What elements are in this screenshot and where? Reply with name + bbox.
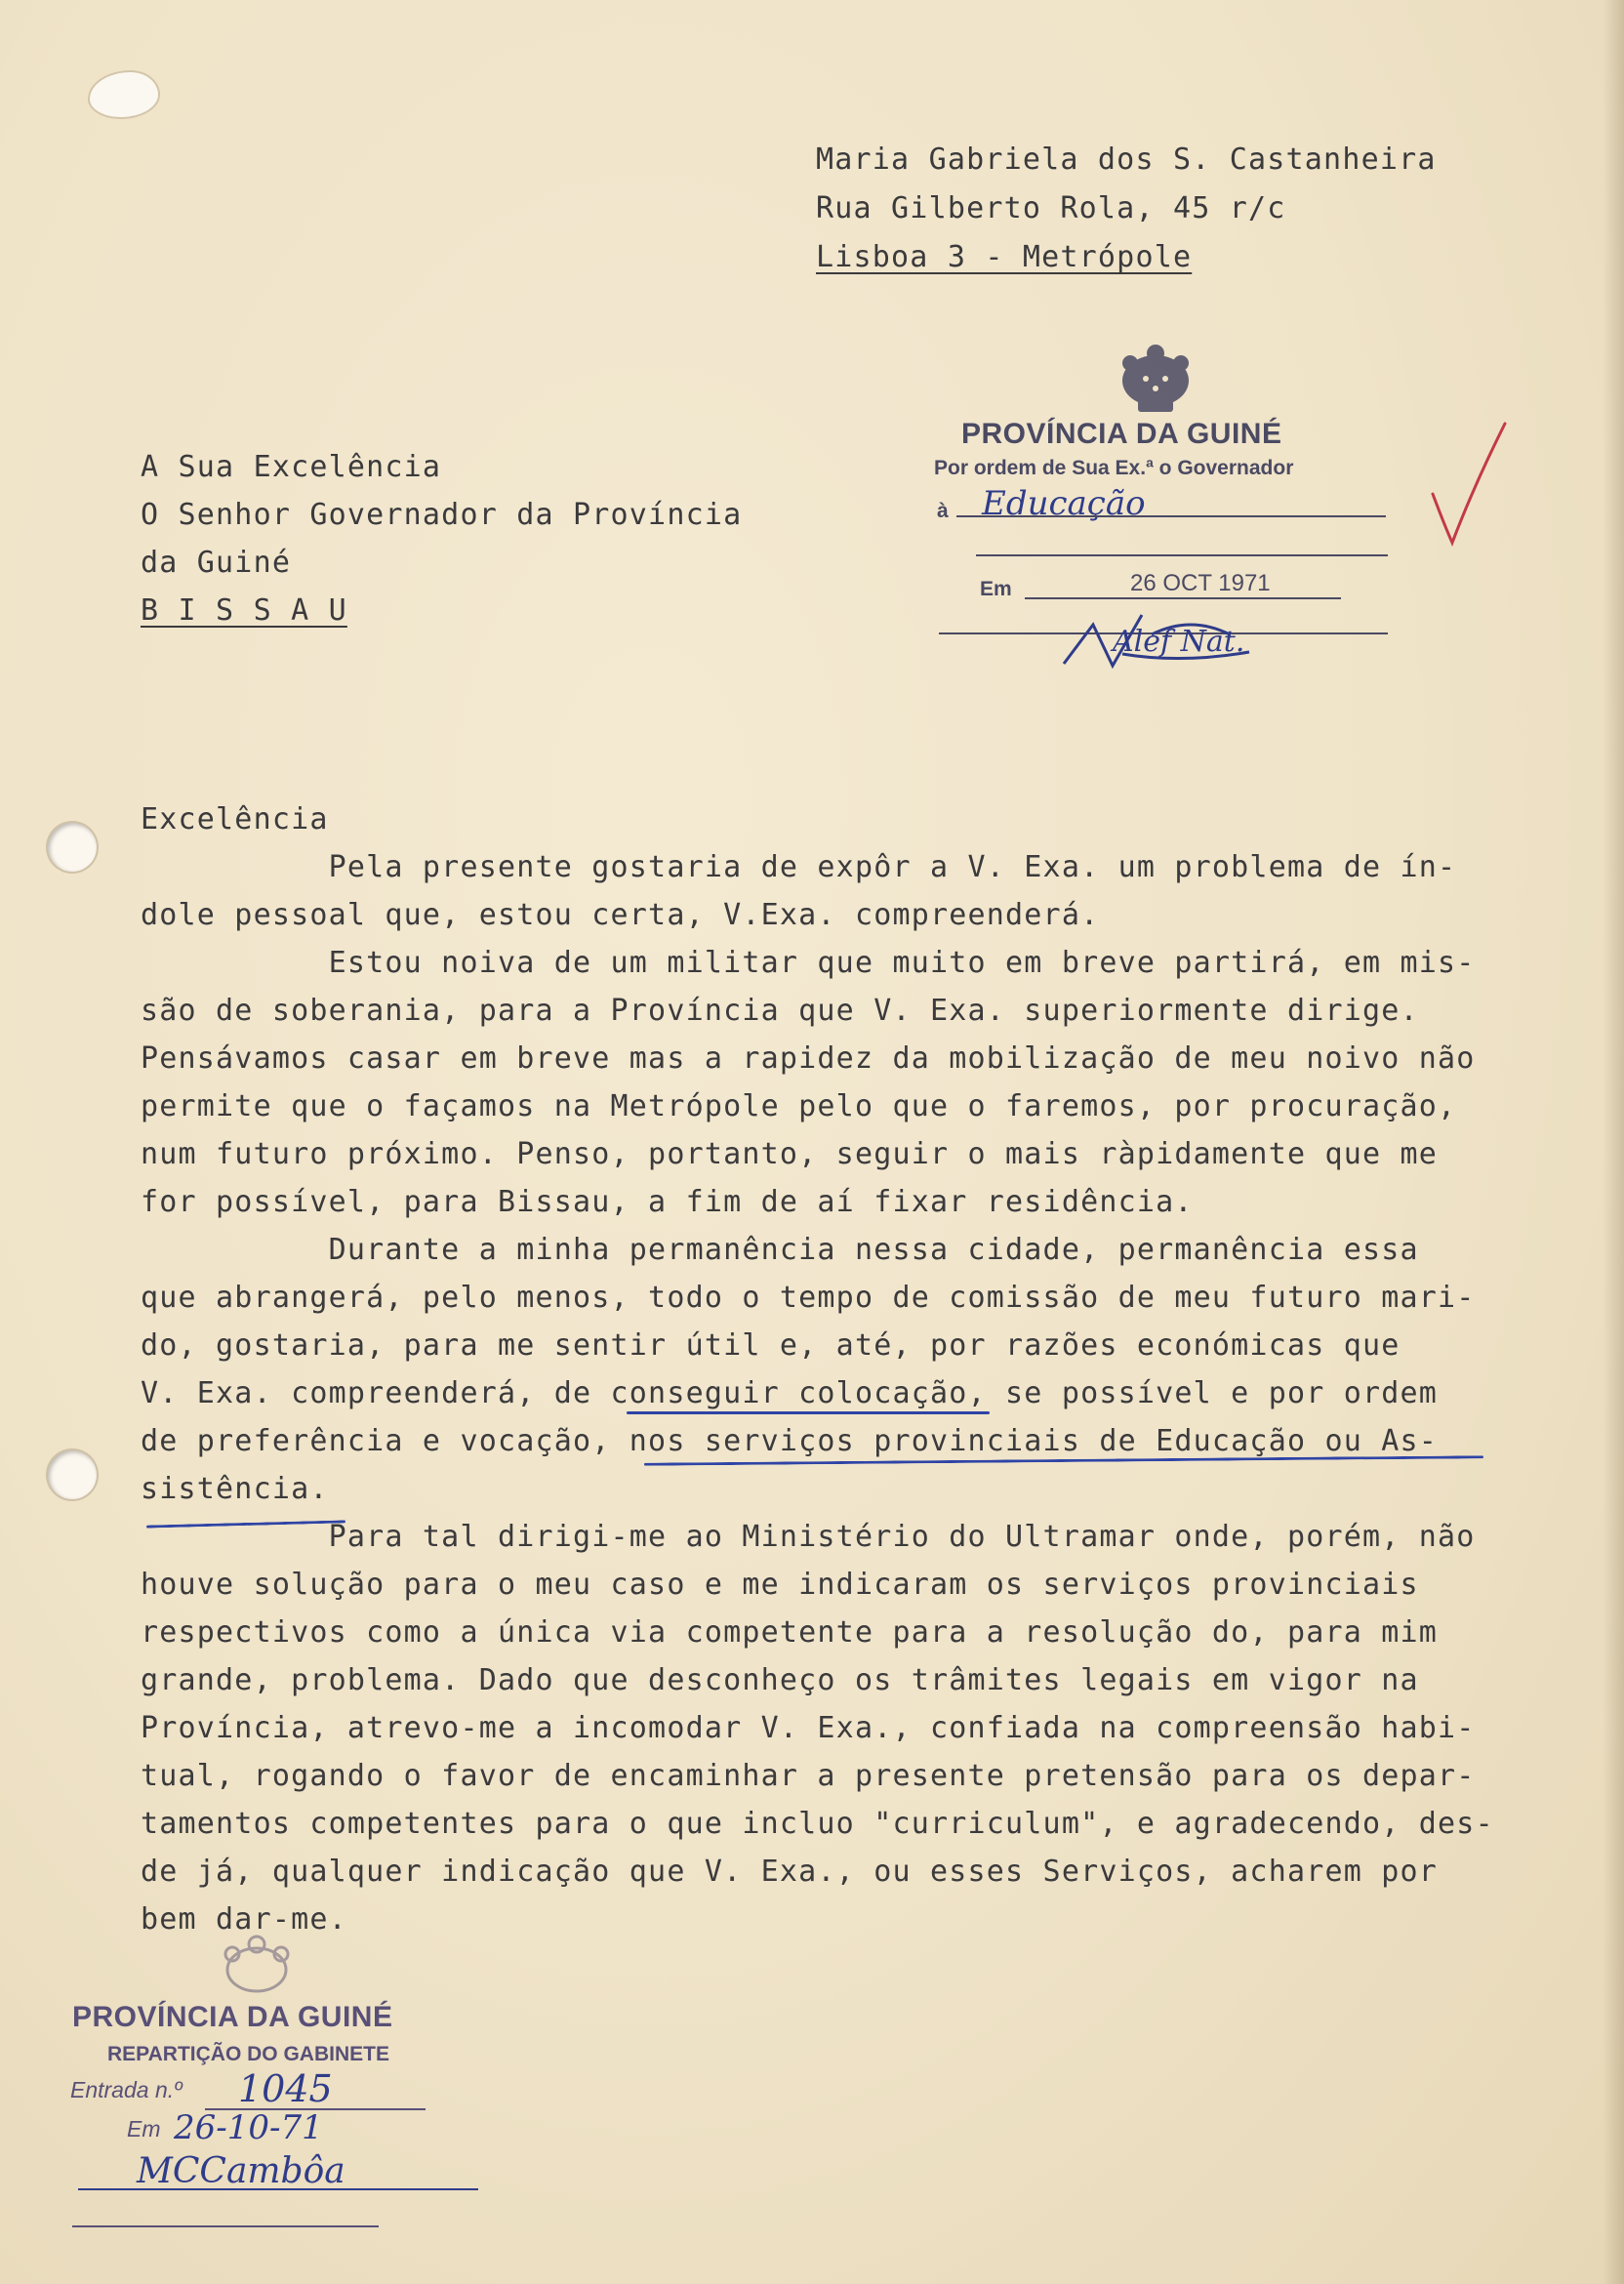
body-line-17: respectivos como a única via competente para a resolução do, para mim [141, 1615, 1439, 1650]
stamp-top-date: 26 OCT 1971 [1130, 570, 1271, 596]
body-line-15: Para tal dirigi-me ao Ministério do Ultramar onde, porém, não [141, 1520, 1476, 1554]
stamp-top-title: PROVÍNCIA DA GUINÉ [961, 418, 1282, 450]
stamp-bottom-entry-number: 1045 [238, 2067, 333, 2110]
sender-name: Maria Gabriela dos S. Castanheira [816, 143, 1437, 177]
pen-underline-colocacao [627, 1411, 990, 1414]
body-line-21: tamentos competentes para o que incluo "curriculum", e agradecendo, des- [141, 1807, 1494, 1841]
stamp-top-signature: Alef Nat. [1113, 625, 1245, 659]
body-line-18: grande, problema. Dado que desconheço os trâmites legais em vigor na [141, 1663, 1419, 1697]
stamp-bottom-line-3 [72, 2225, 379, 2227]
coat-of-arms-icon [213, 1933, 301, 2001]
body-line-14: sistência. [141, 1472, 329, 1506]
recipient-city: B I S S A U [141, 593, 347, 628]
stamp-top-signature-strokes [1054, 595, 1269, 673]
body-line-12: V. Exa. compreenderá, de conseguir colocação, se possível e por ordem [141, 1376, 1439, 1410]
stamp-top-destination: Educação [982, 484, 1146, 523]
salutation: Excelência [141, 802, 329, 836]
stamp-bottom-signature: MCCambôa [137, 2151, 345, 2191]
body-line-8: for possível, para Bissau, a fim de aí fixar residência. [141, 1185, 1194, 1219]
recipient-line-2: O Senhor Governador da Província [141, 498, 743, 532]
punch-hole-icon [48, 1450, 97, 1499]
body-line-10: que abrangerá, pelo menos, todo o tempo de comissão de meu futuro mari- [141, 1281, 1476, 1315]
stamp-top-order: Por ordem de Sua Ex.ª o Governador [934, 457, 1294, 479]
stamp-top-line-1 [956, 515, 1386, 517]
body-line-11: do, gostaria, para me sentir útil e, até, por razões económicas que [141, 1328, 1401, 1363]
coat-of-arms-icon [1109, 342, 1202, 416]
stamp-top-line-2 [976, 554, 1388, 556]
stamp-bottom-title: PROVÍNCIA DA GUINÉ [72, 2001, 393, 2033]
torn-corner [90, 72, 158, 117]
stamp-bottom-line-2 [78, 2188, 478, 2190]
body-line-6: permite que o façamos na Metrópole pelo que o faremos, por procuração, [141, 1089, 1457, 1123]
body-line-2: dole pessoal que, estou certa, V.Exa. compreenderá. [141, 898, 1100, 932]
body-line-23: bem dar-me. [141, 1902, 347, 1937]
body-line-3: Estou noiva de um militar que muito em breve partirá, em mis- [141, 946, 1476, 980]
stamp-top-date-prefix: Em [980, 578, 1012, 600]
body-line-13: de preferência e vocação, nos serviços provinciais de Educação ou As- [141, 1424, 1439, 1458]
sender-street: Rua Gilberto Rola, 45 r/c [816, 191, 1286, 225]
punch-hole-icon [48, 823, 97, 872]
body-line-1: Pela presente gostaria de expôr a V. Exa. um problema de ín- [141, 850, 1457, 884]
body-line-16: houve solução para o meu caso e me indicaram os serviços provinciais [141, 1568, 1419, 1602]
stamp-top-to-prefix: à [937, 500, 949, 522]
stamp-bottom-date-label: Em [127, 2116, 161, 2141]
recipient-line-1: A Sua Excelência [141, 450, 442, 484]
body-line-4: são de soberania, para a Província que V. Exa. superiormente dirige. [141, 994, 1419, 1028]
body-line-5: Pensávamos casar em breve mas a rapidez da mobilização de meu noivo não [141, 1041, 1476, 1076]
stamp-bottom-entry-label: Entrada n.º [70, 2077, 183, 2102]
page-edge-shadow [1603, 0, 1624, 2284]
body-line-7: num futuro próximo. Penso, portanto, seguir o mais ràpidamente que me [141, 1137, 1439, 1171]
stamp-bottom-subtitle: REPARTIÇÃO DO GABINETE [107, 2043, 389, 2065]
body-line-9: Durante a minha permanência nessa cidade, permanência essa [141, 1233, 1419, 1267]
sender-city: Lisboa 3 - Metrópole [816, 240, 1193, 274]
stamp-bottom-date: 26-10-71 [174, 2108, 323, 2147]
body-line-22: de já, qualquer indicação que V. Exa., ou esses Serviços, acharem por [141, 1855, 1439, 1889]
body-line-19: Província, atrevo-me a incomodar V. Exa., confiada na compreensão habi- [141, 1711, 1476, 1745]
body-line-20: tual, rogando o favor de encaminhar a presente pretensão para os depar- [141, 1759, 1476, 1793]
checkmark-icon [1427, 418, 1515, 554]
recipient-line-3: da Guiné [141, 546, 292, 580]
